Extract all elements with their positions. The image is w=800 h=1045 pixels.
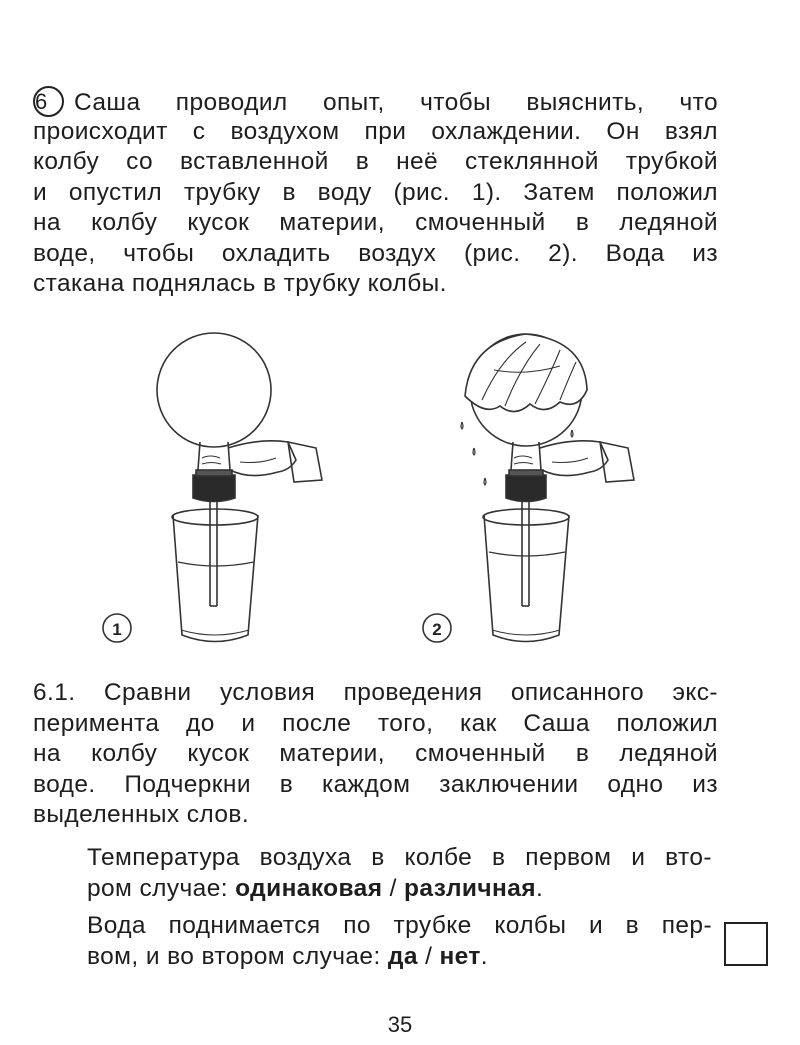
task-text: стакана поднялась в трубку колбы. <box>33 270 447 297</box>
statement-text: . <box>535 874 544 902</box>
option-yes[interactable]: да <box>387 942 418 970</box>
figure-label-1: 1 <box>112 620 122 639</box>
option-separator: / <box>417 942 440 970</box>
page-number: 35 <box>387 1012 413 1037</box>
task-text: происходит с воздухом при охлаждении. Он взял <box>33 117 718 145</box>
statement-text: Вода поднимается по трубке колбы и в пер- <box>87 912 712 939</box>
experiment-drawing <box>90 330 710 660</box>
subtask-6-1 <box>33 678 718 831</box>
subtask-text: 6.1. Сравни условия проведения описанного экс- <box>33 679 718 706</box>
task-text: воде, чтобы охладить воздух (рис. 2). Вода из <box>33 239 718 267</box>
subtask-text: воде. Подчеркни в каждом заключении одно из <box>33 770 718 798</box>
option-no[interactable]: нет <box>439 942 481 970</box>
statement-water <box>87 911 712 972</box>
score-box[interactable] <box>724 922 768 966</box>
option-different[interactable]: различная <box>404 874 536 902</box>
task-6 <box>33 86 718 300</box>
subtask-text: на колбу кусок материи, смоченный в ледяной <box>33 740 718 767</box>
subtask-text: выделенных слов. <box>33 801 250 828</box>
option-same[interactable]: одинаковая <box>235 874 383 902</box>
task-text: Саша проводил опыт, чтобы выяснить, что <box>74 89 718 116</box>
task-text: и опустил трубку в воду (рис. 1). Затем положил <box>33 178 718 206</box>
flask-setup-1 <box>103 333 322 642</box>
statement-text: ром случае: <box>87 874 236 902</box>
statement-text: вом, и во втором случае: <box>87 942 388 970</box>
statement-text: Температура воздуха в колбе в первом и вто- <box>87 844 712 871</box>
figure-label-2: 2 <box>432 620 442 639</box>
statement-choice-line <box>87 874 712 905</box>
statement-temperature <box>87 843 712 904</box>
experiment-illustration <box>90 330 710 660</box>
task-text: на колбу кусок материи, смоченный в ледяной <box>33 209 718 236</box>
option-separator: / <box>382 874 405 902</box>
flask-setup-2 <box>423 334 634 642</box>
statement-text: . <box>480 942 489 970</box>
subtask-text: перимента до и после того, как Саша положил <box>33 709 718 737</box>
task-line-1 <box>33 86 718 117</box>
task-text: колбу со вставленной в неё стеклянной трубкой <box>33 148 718 175</box>
statement-choice-line <box>87 942 712 973</box>
task-number-badge: 6 <box>33 86 64 117</box>
